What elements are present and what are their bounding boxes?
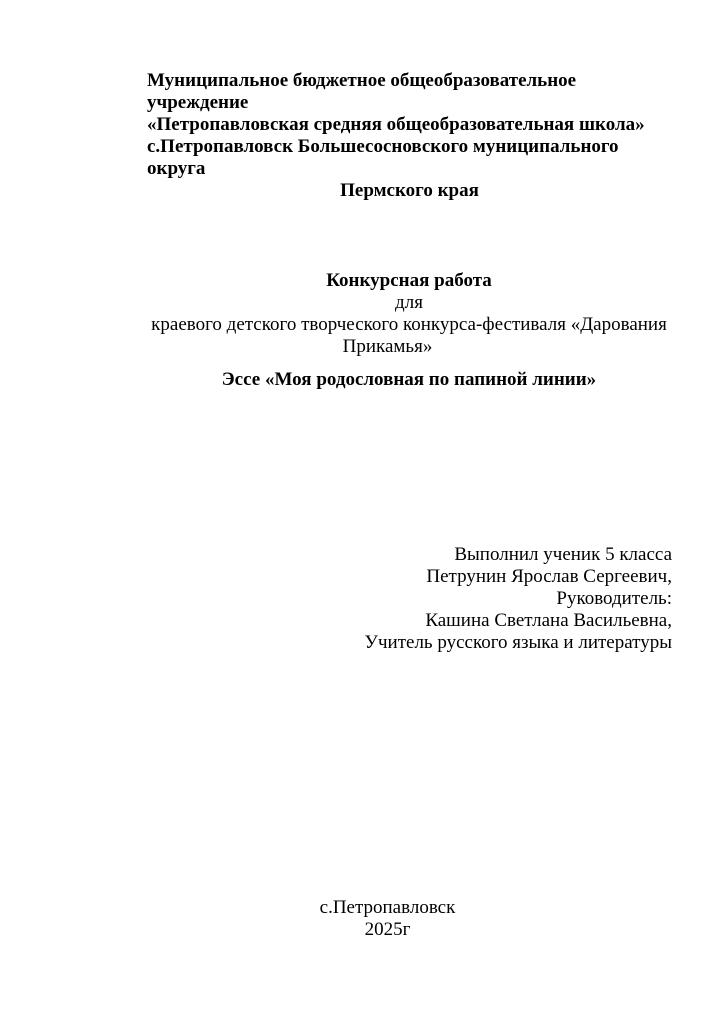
credits-supervisor-name: Кашина Светлана Васильевна, [425,610,672,631]
footer-year: 2025г [364,919,411,940]
institution-line-1: Муниципальное бюджетное общеобразовательное учреждение [147,70,577,113]
institution-header [147,70,672,202]
contest-name: краевого детского творческого конкурса-фестиваля «Дарования Прикамья» [151,314,667,357]
footer-block [103,897,672,941]
credits-author-name: Петрунин Ярослав Сергеевич, [426,566,672,587]
footer-place: с.Петропавловск [319,897,456,918]
credits-author-role: Выполнил ученик 5 класса [454,544,672,565]
essay-title: Эссе «Моя родословная по папиной линии» [221,369,597,390]
work-type-heading: Конкурсная работа [326,270,492,291]
institution-line-4: Пермского края [340,180,479,201]
work-for-word: для [395,292,423,313]
credits-supervisor-label: Руководитель: [556,588,672,609]
credits-block [103,544,672,654]
institution-line-3: с.Петропавловск Большесосновского муниципального округа [147,136,619,179]
credits-supervisor-role: Учитель русского языка и литературы [364,632,672,653]
institution-line-2: «Петропавловская средняя общеобразовательная школа» [147,114,645,135]
